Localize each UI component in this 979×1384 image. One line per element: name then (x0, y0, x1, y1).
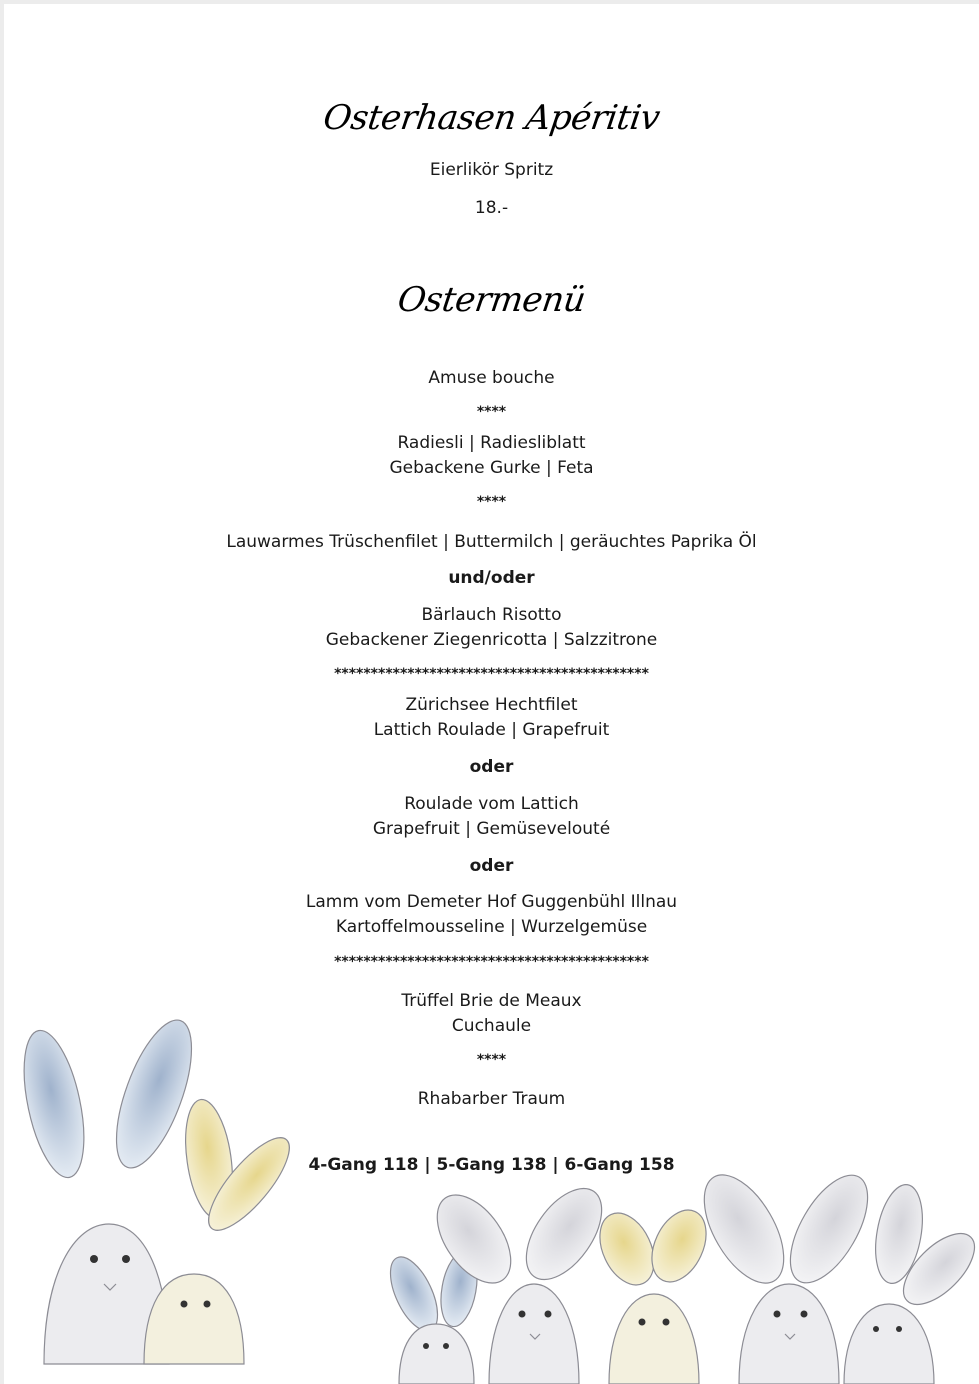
cheese-line2: Cuchaule (451, 1016, 532, 1036)
separator-short: **** (476, 494, 507, 510)
or-label: oder (469, 757, 514, 777)
menu-title: Ostermenü (395, 280, 588, 320)
main3-line2: Kartoffelmousseline | Wurzelgemüse (335, 917, 648, 937)
amuse-bouche: Amuse bouche (428, 368, 555, 388)
aperitiv-item: Eierlikör Spritz (429, 160, 554, 180)
separator-long: ******************************************* (334, 666, 649, 682)
course2b-line1: Bärlauch Risotto (421, 605, 562, 625)
separator-short: **** (476, 1052, 507, 1068)
bunny-left-yellow (144, 1097, 302, 1364)
main1-line1: Zürichsee Hechtfilet (405, 695, 578, 715)
main3-line1: Lamm vom Demeter Hof Guggenbühl Illnau (305, 892, 678, 912)
main2-line2: Grapefruit | Gemüsevelouté (372, 819, 611, 839)
course1-line2: Gebackene Gurke | Feta (389, 458, 594, 478)
menu-page (4, 4, 979, 1384)
bunny-illustration (4, 984, 979, 1384)
menu-prices: 4-Gang 118 | 5-Gang 138 | 6-Gang 158 (308, 1155, 675, 1175)
cheese-line1: Trüffel Brie de Meaux (401, 991, 582, 1011)
main2-line1: Roulade vom Lattich (404, 794, 579, 814)
course2b-line2: Gebackener Ziegenricotta | Salzzitrone (325, 630, 658, 650)
main1-line2: Lattich Roulade | Grapefruit (373, 720, 610, 740)
bunny-heart-yellow (589, 1201, 717, 1384)
course2-line1: Lauwarmes Trüschenfilet | Buttermilch | geräuchtes Paprika Öl (226, 532, 757, 552)
dessert: Rhabarber Traum (417, 1089, 566, 1109)
and-or-label: und/oder (448, 568, 535, 588)
separator-long: ******************************************* (334, 954, 649, 970)
or-label: oder (469, 856, 514, 876)
separator-short: **** (476, 404, 507, 420)
aperitiv-title: Osterhasen Apéritiv (320, 98, 663, 138)
course1-line1: Radiesli | Radiesliblatt (397, 433, 586, 453)
aperitiv-price: 18.- (474, 198, 509, 218)
